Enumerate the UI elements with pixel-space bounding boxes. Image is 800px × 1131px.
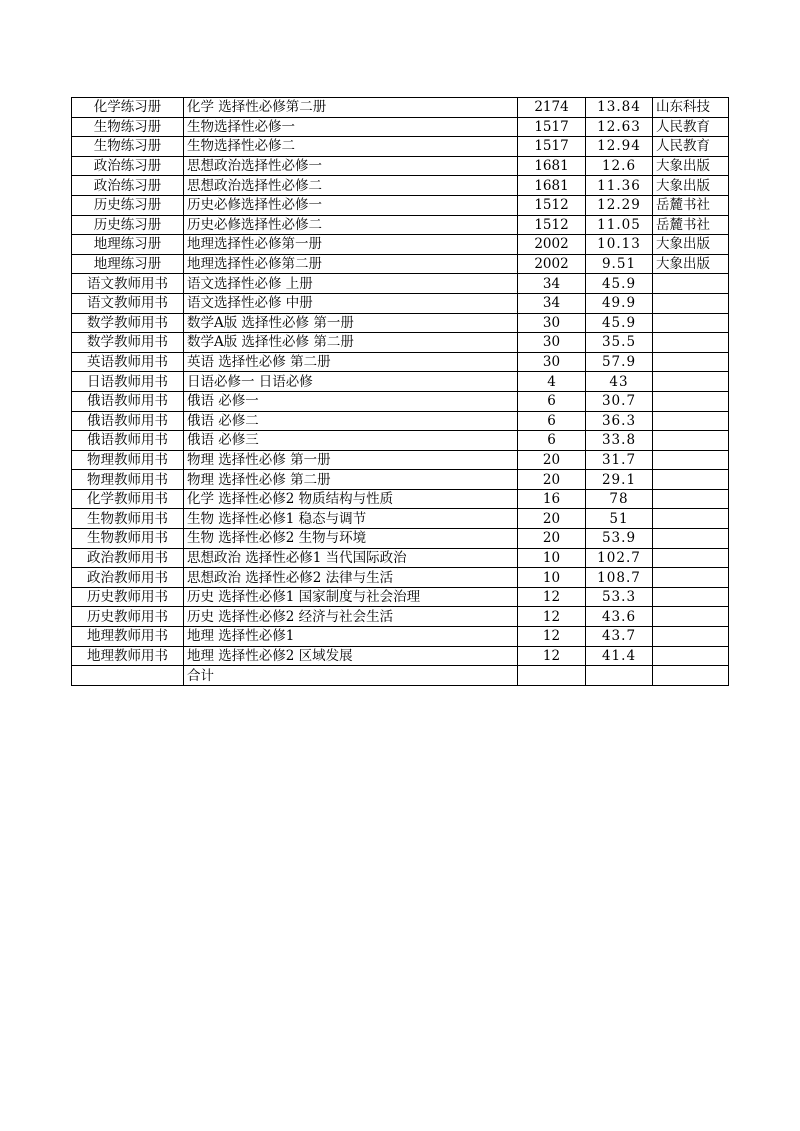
category-cell: 地理教师用书 xyxy=(72,627,184,647)
publisher-cell xyxy=(653,627,729,647)
title-cell: 日语必修一 日语必修 xyxy=(184,372,518,392)
publisher-cell: 大象出版 xyxy=(653,254,729,274)
price-cell: 12.6 xyxy=(586,156,653,176)
title-cell: 地理选择性必修第一册 xyxy=(184,235,518,255)
publisher-cell xyxy=(653,489,729,509)
table-row xyxy=(72,372,729,392)
price-cell: 51 xyxy=(586,509,653,529)
title-cell: 物理 选择性必修 第一册 xyxy=(184,450,518,470)
title-cell: 思想政治选择性必修二 xyxy=(184,176,518,196)
table-row xyxy=(72,352,729,372)
publisher-cell: 岳麓书社 xyxy=(653,215,729,235)
title-cell: 生物 选择性必修2 生物与环境 xyxy=(184,529,518,549)
table-row xyxy=(72,117,729,137)
table-row xyxy=(72,627,729,647)
quantity-cell: 2002 xyxy=(518,235,586,255)
price-cell xyxy=(586,666,653,686)
quantity-cell: 30 xyxy=(518,313,586,333)
price-cell: 31.7 xyxy=(586,450,653,470)
publisher-cell xyxy=(653,646,729,666)
category-cell: 政治练习册 xyxy=(72,176,184,196)
publisher-cell xyxy=(653,607,729,627)
quantity-cell: 1681 xyxy=(518,176,586,196)
price-cell: 36.3 xyxy=(586,411,653,431)
category-cell: 生物教师用书 xyxy=(72,529,184,549)
quantity-cell: 10 xyxy=(518,548,586,568)
price-cell: 78 xyxy=(586,489,653,509)
price-cell: 11.05 xyxy=(586,215,653,235)
publisher-cell xyxy=(653,470,729,490)
table-row xyxy=(72,215,729,235)
title-cell: 历史 选择性必修1 国家制度与社会治理 xyxy=(184,587,518,607)
publisher-cell xyxy=(653,529,729,549)
category-cell: 俄语教师用书 xyxy=(72,411,184,431)
price-cell: 10.13 xyxy=(586,235,653,255)
category-cell: 政治教师用书 xyxy=(72,568,184,588)
title-cell: 俄语 必修三 xyxy=(184,431,518,451)
table-row xyxy=(72,176,729,196)
table-row xyxy=(72,450,729,470)
category-cell: 语文教师用书 xyxy=(72,293,184,313)
category-cell: 生物练习册 xyxy=(72,117,184,137)
title-cell: 数学A版 选择性必修 第一册 xyxy=(184,313,518,333)
table-row xyxy=(72,568,729,588)
price-cell: 13.84 xyxy=(586,98,653,118)
title-cell: 思想政治 选择性必修1 当代国际政治 xyxy=(184,548,518,568)
title-cell: 历史必修选择性必修一 xyxy=(184,195,518,215)
title-cell: 物理 选择性必修 第二册 xyxy=(184,470,518,490)
quantity-cell: 12 xyxy=(518,627,586,647)
title-cell: 生物 选择性必修1 稳态与调节 xyxy=(184,509,518,529)
table-row xyxy=(72,98,729,118)
quantity-cell: 6 xyxy=(518,411,586,431)
table-row xyxy=(72,470,729,490)
price-cell: 9.51 xyxy=(586,254,653,274)
title-cell: 思想政治 选择性必修2 法律与生活 xyxy=(184,568,518,588)
price-cell: 12.94 xyxy=(586,137,653,157)
category-cell: 物理教师用书 xyxy=(72,470,184,490)
title-cell: 语文选择性必修 上册 xyxy=(184,274,518,294)
price-cell: 43 xyxy=(586,372,653,392)
publisher-cell: 人民教育 xyxy=(653,117,729,137)
title-cell: 俄语 必修二 xyxy=(184,411,518,431)
quantity-cell: 10 xyxy=(518,568,586,588)
table-row xyxy=(72,391,729,411)
publisher-cell: 大象出版 xyxy=(653,235,729,255)
category-cell: 历史教师用书 xyxy=(72,587,184,607)
publisher-cell xyxy=(653,391,729,411)
book-order-table xyxy=(71,97,729,686)
category-cell: 语文教师用书 xyxy=(72,274,184,294)
category-cell: 俄语教师用书 xyxy=(72,431,184,451)
publisher-cell xyxy=(653,274,729,294)
title-cell: 地理 选择性必修1 xyxy=(184,627,518,647)
price-cell: 108.7 xyxy=(586,568,653,588)
category-cell: 政治教师用书 xyxy=(72,548,184,568)
category-cell: 物理教师用书 xyxy=(72,450,184,470)
category-cell: 英语教师用书 xyxy=(72,352,184,372)
publisher-cell: 大象出版 xyxy=(653,156,729,176)
publisher-cell xyxy=(653,372,729,392)
category-cell: 数学教师用书 xyxy=(72,333,184,353)
quantity-cell: 20 xyxy=(518,529,586,549)
publisher-cell: 人民教育 xyxy=(653,137,729,157)
publisher-cell: 大象出版 xyxy=(653,176,729,196)
title-cell: 化学 选择性必修2 物质结构与性质 xyxy=(184,489,518,509)
quantity-cell: 1512 xyxy=(518,195,586,215)
category-cell: 地理练习册 xyxy=(72,235,184,255)
table-row xyxy=(72,548,729,568)
category-cell: 生物教师用书 xyxy=(72,509,184,529)
price-cell: 12.29 xyxy=(586,195,653,215)
title-cell: 数学A版 选择性必修 第二册 xyxy=(184,333,518,353)
category-cell: 化学教师用书 xyxy=(72,489,184,509)
quantity-cell: 2174 xyxy=(518,98,586,118)
quantity-cell: 1681 xyxy=(518,156,586,176)
price-cell: 11.36 xyxy=(586,176,653,196)
publisher-cell xyxy=(653,509,729,529)
publisher-cell xyxy=(653,666,729,686)
publisher-cell xyxy=(653,352,729,372)
quantity-cell: 6 xyxy=(518,391,586,411)
price-cell: 53.9 xyxy=(586,529,653,549)
quantity-cell: 34 xyxy=(518,274,586,294)
category-cell: 地理练习册 xyxy=(72,254,184,274)
category-cell: 日语教师用书 xyxy=(72,372,184,392)
table-row xyxy=(72,666,729,686)
price-cell: 102.7 xyxy=(586,548,653,568)
category-cell: 化学练习册 xyxy=(72,98,184,118)
quantity-cell: 1517 xyxy=(518,137,586,157)
title-cell: 合计 xyxy=(184,666,518,686)
publisher-cell xyxy=(653,431,729,451)
price-cell: 45.9 xyxy=(586,274,653,294)
quantity-cell: 30 xyxy=(518,352,586,372)
publisher-cell xyxy=(653,548,729,568)
category-cell: 历史教师用书 xyxy=(72,607,184,627)
quantity-cell: 20 xyxy=(518,450,586,470)
title-cell: 英语 选择性必修 第二册 xyxy=(184,352,518,372)
table-row xyxy=(72,195,729,215)
table-row xyxy=(72,529,729,549)
price-cell: 35.5 xyxy=(586,333,653,353)
category-cell: 地理教师用书 xyxy=(72,646,184,666)
price-cell: 33.8 xyxy=(586,431,653,451)
quantity-cell: 12 xyxy=(518,607,586,627)
title-cell: 历史必修选择性必修二 xyxy=(184,215,518,235)
table-row xyxy=(72,431,729,451)
price-cell: 43.7 xyxy=(586,627,653,647)
title-cell: 俄语 必修一 xyxy=(184,391,518,411)
price-cell: 12.63 xyxy=(586,117,653,137)
quantity-cell: 6 xyxy=(518,431,586,451)
table-row xyxy=(72,137,729,157)
category-cell: 政治练习册 xyxy=(72,156,184,176)
quantity-cell xyxy=(518,666,586,686)
price-cell: 49.9 xyxy=(586,293,653,313)
table-row xyxy=(72,274,729,294)
title-cell: 语文选择性必修 中册 xyxy=(184,293,518,313)
publisher-cell xyxy=(653,568,729,588)
price-cell: 43.6 xyxy=(586,607,653,627)
category-cell: 数学教师用书 xyxy=(72,313,184,333)
category-cell: 历史练习册 xyxy=(72,195,184,215)
table-body xyxy=(72,98,729,686)
title-cell: 生物选择性必修二 xyxy=(184,137,518,157)
publisher-cell xyxy=(653,450,729,470)
quantity-cell: 1517 xyxy=(518,117,586,137)
publisher-cell xyxy=(653,293,729,313)
table-row xyxy=(72,156,729,176)
price-cell: 45.9 xyxy=(586,313,653,333)
table-row xyxy=(72,313,729,333)
price-cell: 41.4 xyxy=(586,646,653,666)
quantity-cell: 20 xyxy=(518,509,586,529)
table-row xyxy=(72,646,729,666)
price-cell: 57.9 xyxy=(586,352,653,372)
quantity-cell: 1512 xyxy=(518,215,586,235)
table-row xyxy=(72,333,729,353)
quantity-cell: 2002 xyxy=(518,254,586,274)
publisher-cell: 岳麓书社 xyxy=(653,195,729,215)
publisher-cell: 山东科技 xyxy=(653,98,729,118)
quantity-cell: 4 xyxy=(518,372,586,392)
title-cell: 生物选择性必修一 xyxy=(184,117,518,137)
quantity-cell: 34 xyxy=(518,293,586,313)
quantity-cell: 12 xyxy=(518,646,586,666)
category-cell: 历史练习册 xyxy=(72,215,184,235)
quantity-cell: 20 xyxy=(518,470,586,490)
publisher-cell xyxy=(653,411,729,431)
table-row xyxy=(72,587,729,607)
category-cell: 俄语教师用书 xyxy=(72,391,184,411)
quantity-cell: 16 xyxy=(518,489,586,509)
category-cell: 生物练习册 xyxy=(72,137,184,157)
publisher-cell xyxy=(653,587,729,607)
table-row xyxy=(72,489,729,509)
price-cell: 53.3 xyxy=(586,587,653,607)
title-cell: 历史 选择性必修2 经济与社会生活 xyxy=(184,607,518,627)
table-row xyxy=(72,411,729,431)
price-cell: 30.7 xyxy=(586,391,653,411)
table-row xyxy=(72,293,729,313)
title-cell: 地理选择性必修第二册 xyxy=(184,254,518,274)
table-row xyxy=(72,509,729,529)
table-row xyxy=(72,254,729,274)
title-cell: 思想政治选择性必修一 xyxy=(184,156,518,176)
title-cell: 化学 选择性必修第二册 xyxy=(184,98,518,118)
table-row xyxy=(72,235,729,255)
title-cell: 地理 选择性必修2 区域发展 xyxy=(184,646,518,666)
category-cell xyxy=(72,666,184,686)
table-row xyxy=(72,607,729,627)
publisher-cell xyxy=(653,313,729,333)
price-cell: 29.1 xyxy=(586,470,653,490)
quantity-cell: 12 xyxy=(518,587,586,607)
quantity-cell: 30 xyxy=(518,333,586,353)
publisher-cell xyxy=(653,333,729,353)
